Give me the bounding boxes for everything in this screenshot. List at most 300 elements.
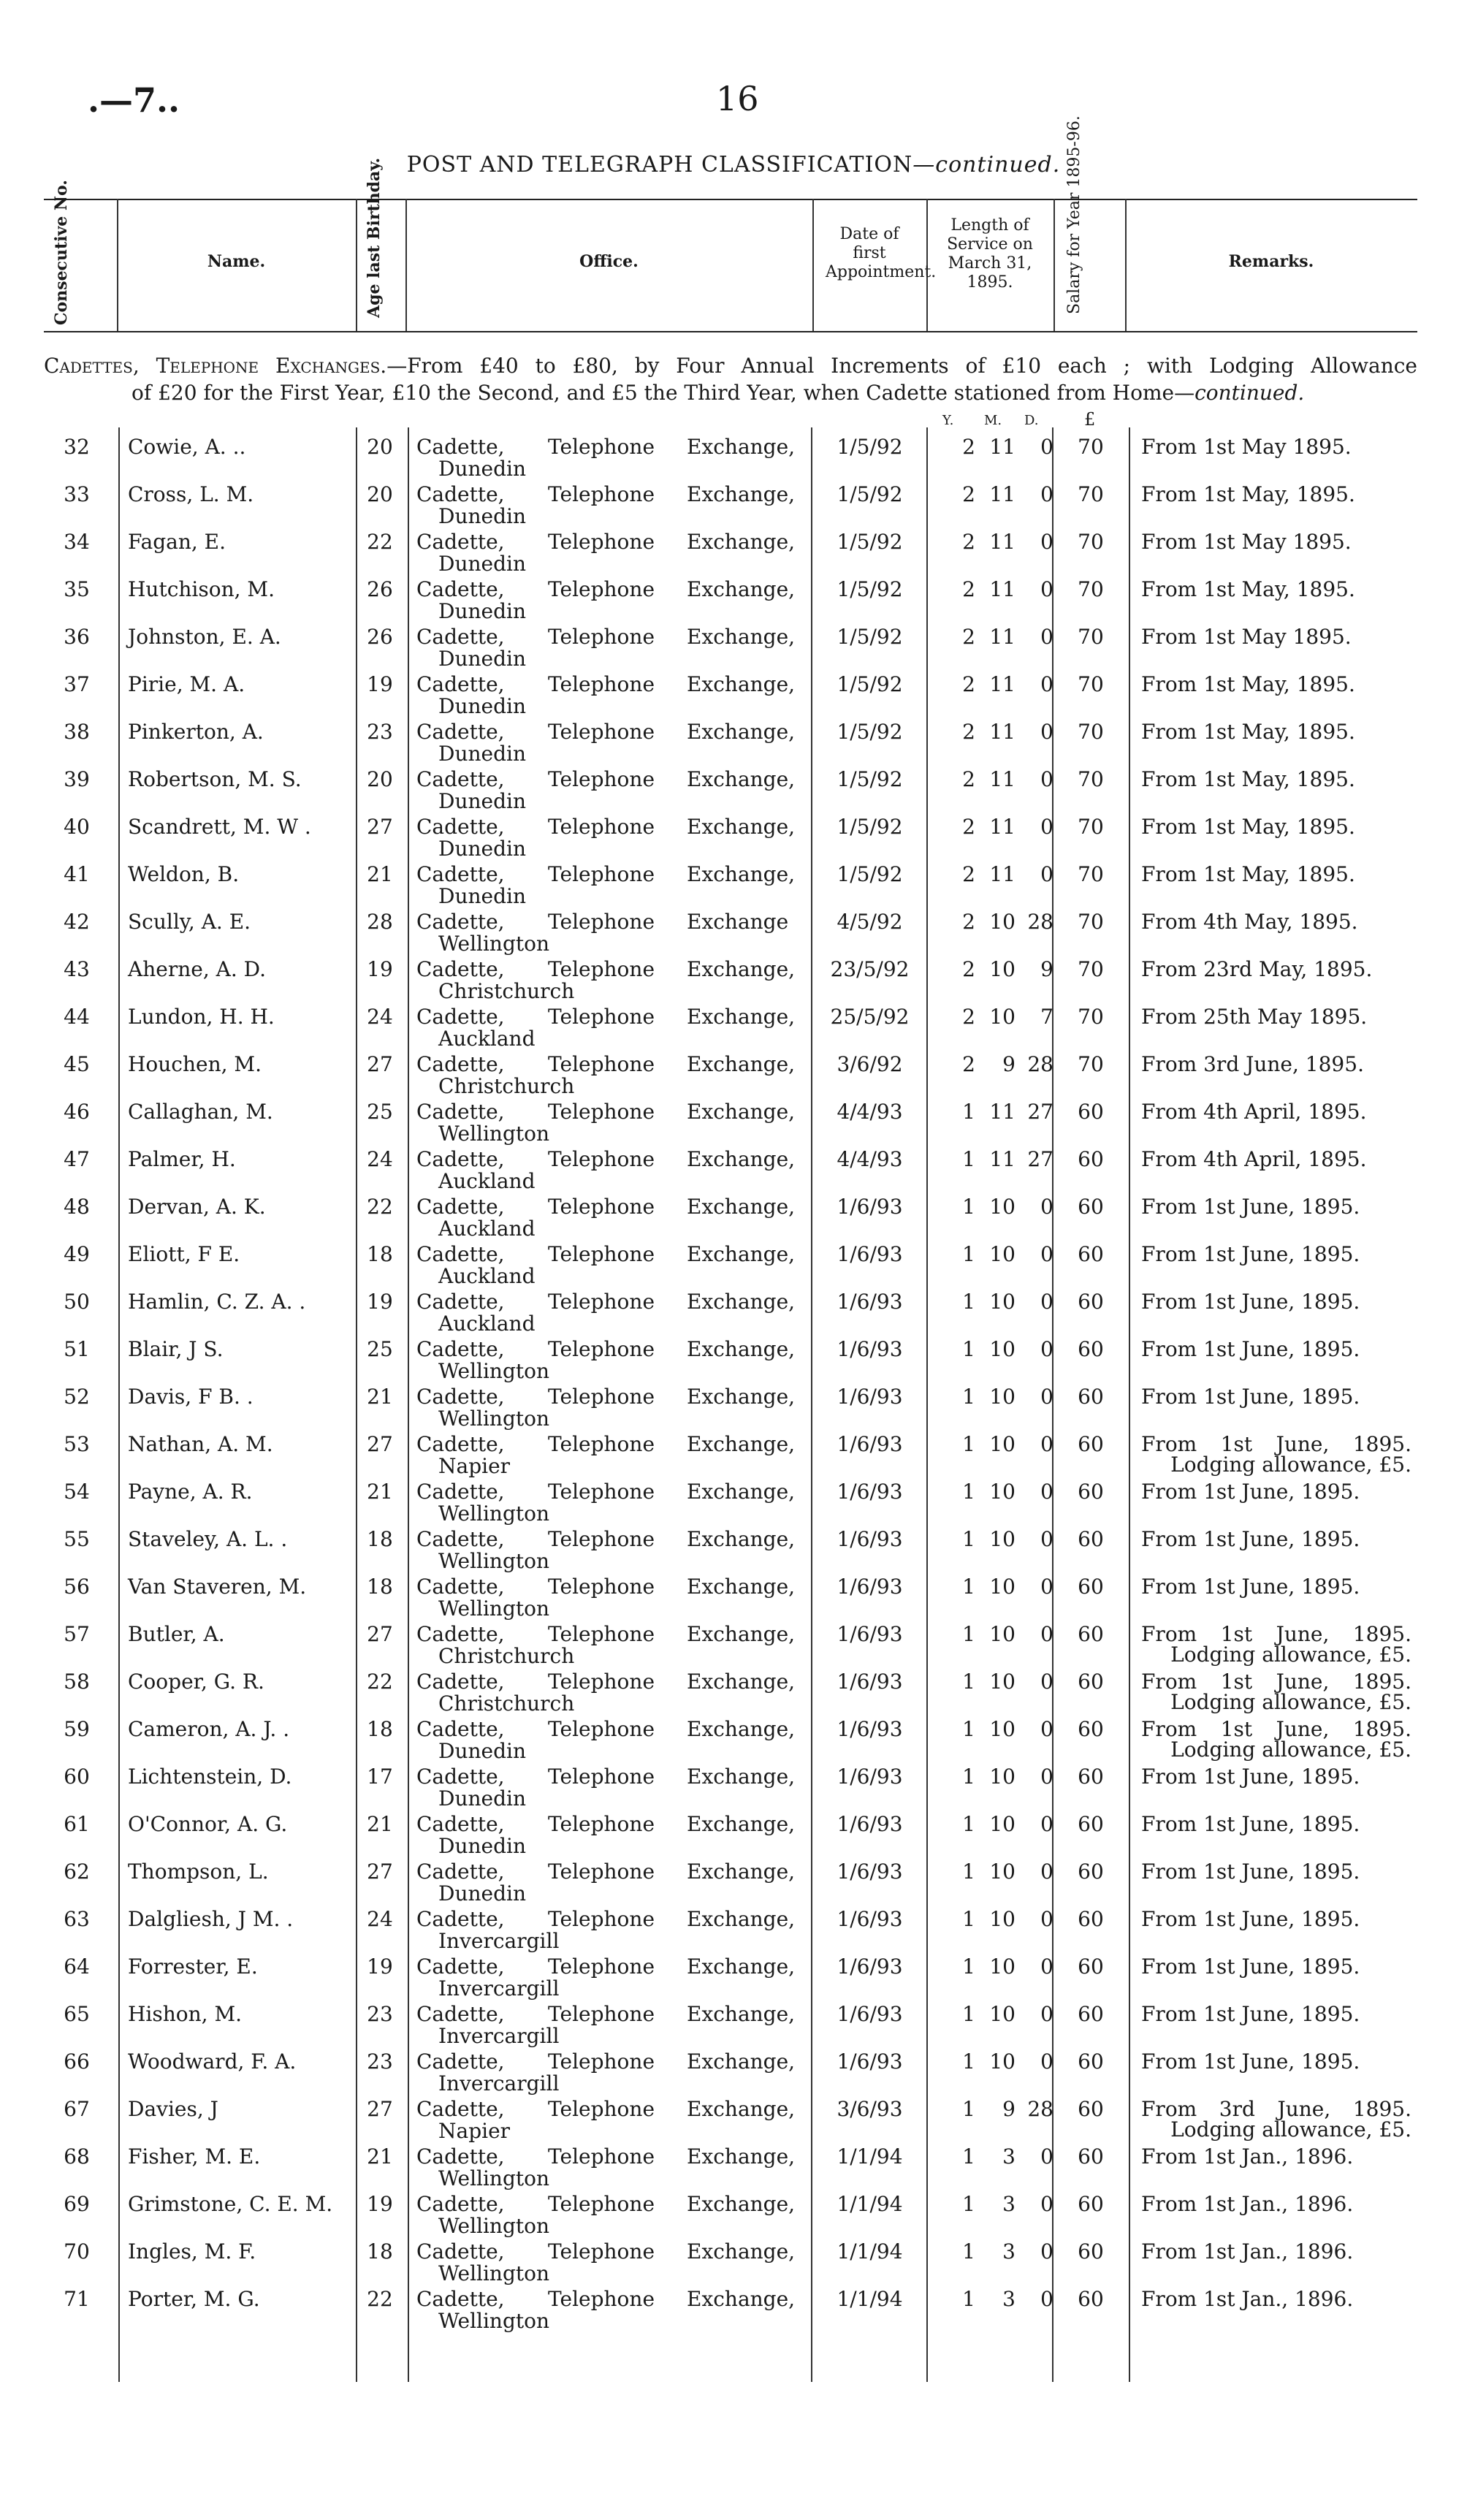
row-name: Fagan, E. [128, 530, 226, 554]
row-name: Hishon, M. [128, 2002, 243, 2026]
row-date: 4/4/93 [837, 1147, 903, 1171]
row-date: 1/6/93 [837, 2002, 903, 2026]
row-age: 20 [367, 435, 393, 459]
row-number: 33 [64, 482, 90, 506]
section-line1-text: —From £40 to £80, by Four Annual Increments of £10 each ; with Lodging Allowance [386, 354, 1418, 378]
row-date: 1/5/92 [837, 435, 903, 459]
header-name: Name. [207, 252, 266, 271]
row-name: Pinkerton, A. [128, 720, 264, 744]
row-remark: From 1st May, 1895. [1141, 720, 1355, 744]
row-age: 27 [367, 1622, 393, 1646]
row-office-role: Cadette, [416, 767, 505, 791]
row-office-exchange: Exchange, [687, 1575, 796, 1599]
row-name: Forrester, E. [128, 1954, 258, 1979]
row-days: 0 [1040, 2049, 1053, 2074]
row-days: 7 [1040, 1005, 1053, 1029]
table-row [0, 1662, 1467, 1716]
row-number: 46 [64, 1100, 90, 1124]
row-days: 0 [1040, 2239, 1053, 2264]
row-age: 21 [367, 1812, 393, 1836]
row-name: Callaghan, M. [128, 1100, 273, 1124]
row-age: 23 [367, 2049, 393, 2074]
row-salary: 60 [1078, 2192, 1104, 2216]
row-office-telephone: Telephone [548, 625, 655, 649]
row-remark: From 1st June, 1895. [1141, 1859, 1360, 1884]
row-office-city: Wellington [438, 932, 550, 956]
row-salary: 60 [1078, 1812, 1104, 1836]
row-office-telephone: Telephone [548, 1432, 655, 1456]
row-office-city: Auckland [438, 1264, 536, 1288]
table-row [0, 427, 1467, 481]
row-office-exchange: Exchange, [687, 1859, 796, 1884]
row-salary: 60 [1078, 1337, 1104, 1361]
row-office-telephone: Telephone [548, 2239, 655, 2264]
row-name: Johnston, E. A. [128, 625, 281, 649]
row-days: 9 [1040, 957, 1053, 981]
row-years: 2 [962, 625, 975, 649]
row-office-role: Cadette, [416, 435, 505, 459]
row-name: Dalgliesh, J M. . [128, 1907, 294, 1931]
row-remark: From 23rd May, 1895. [1141, 957, 1373, 981]
row-months: 10 [989, 1907, 1016, 1931]
row-office-role: Cadette, [416, 1907, 505, 1931]
row-office-exchange: Exchange, [687, 1385, 796, 1409]
row-office-city: Dunedin [438, 1739, 526, 1763]
row-number: 62 [64, 1859, 90, 1884]
row-years: 1 [962, 2049, 975, 2074]
row-office-role: Cadette, [416, 1385, 505, 1409]
row-office-telephone: Telephone [548, 482, 655, 506]
row-office-exchange: Exchange, [687, 1290, 796, 1314]
row-age: 22 [367, 1195, 393, 1219]
row-number: 53 [64, 1432, 90, 1456]
row-years: 1 [962, 1717, 975, 1741]
row-months: 10 [989, 1622, 1016, 1646]
row-office-role: Cadette, [416, 2097, 505, 2121]
row-days: 0 [1040, 862, 1053, 886]
row-days: 0 [1040, 1765, 1053, 1789]
row-date: 1/1/94 [837, 2287, 903, 2311]
row-office-telephone: Telephone [548, 1954, 655, 1979]
row-office-telephone: Telephone [548, 1385, 655, 1409]
row-number: 52 [64, 1385, 90, 1409]
row-name: Scandrett, M. W . [128, 815, 311, 839]
row-salary: 70 [1078, 767, 1104, 791]
row-years: 1 [962, 1290, 975, 1314]
row-number: 50 [64, 1290, 90, 1314]
row-months: 11 [989, 815, 1016, 839]
row-age: 25 [367, 1337, 393, 1361]
table-row [0, 2042, 1467, 2095]
table-row [0, 1852, 1467, 1906]
row-office-city: Wellington [438, 2261, 550, 2285]
table-row [0, 902, 1467, 956]
row-months: 11 [989, 435, 1016, 459]
row-office-role: Cadette, [416, 482, 505, 506]
row-number: 44 [64, 1005, 90, 1029]
row-office-role: Cadette, [416, 1100, 505, 1124]
row-years: 1 [962, 1622, 975, 1646]
row-age: 27 [367, 815, 393, 839]
row-age: 26 [367, 625, 393, 649]
row-days: 28 [1027, 1052, 1053, 1076]
row-office-role: Cadette, [416, 1195, 505, 1219]
table-row [0, 807, 1467, 861]
row-date: 25/5/92 [830, 1005, 910, 1029]
row-years: 1 [962, 2192, 975, 2216]
row-number: 54 [64, 1480, 90, 1504]
row-number: 51 [64, 1337, 90, 1361]
section-heading [44, 352, 1417, 406]
row-office-role: Cadette, [416, 1432, 505, 1456]
unit-years: Y. [942, 413, 954, 428]
row-number: 65 [64, 2002, 90, 2026]
row-months: 10 [989, 1670, 1016, 1694]
row-months: 10 [989, 1290, 1016, 1314]
row-months: 10 [989, 1242, 1016, 1266]
row-date: 1/6/93 [837, 1765, 903, 1789]
row-number: 58 [64, 1670, 90, 1694]
row-office-role: Cadette, [416, 577, 505, 601]
row-date: 1/6/93 [837, 1812, 903, 1836]
row-name: Dervan, A. K. [128, 1195, 266, 1219]
table-row [0, 1710, 1467, 1763]
row-office-city: Dunedin [438, 837, 526, 861]
row-office-role: Cadette, [416, 2049, 505, 2074]
row-months: 10 [989, 2002, 1016, 2026]
row-office-telephone: Telephone [548, 1290, 655, 1314]
row-name: Scully, A. E. [128, 910, 251, 934]
row-years: 2 [962, 1052, 975, 1076]
row-age: 21 [367, 2144, 393, 2169]
row-office-city: Wellington [438, 2309, 550, 2333]
row-years: 1 [962, 1954, 975, 1979]
row-name: Weldon, B. [128, 862, 240, 886]
table-row [0, 2185, 1467, 2238]
row-age: 19 [367, 1954, 393, 1979]
row-office-exchange: Exchange, [687, 767, 796, 791]
row-remark: From 1st Jan., 1896. [1141, 2192, 1354, 2216]
row-name: Houchen, M. [128, 1052, 262, 1076]
row-remark: From 1st June, 1895. [1141, 1670, 1411, 1694]
row-months: 10 [989, 1005, 1016, 1029]
section-line2-text: of £20 for the First Year, £10 the Second, and £5 the Third Year, when Cadette stationed from Home— [132, 381, 1195, 405]
row-number: 68 [64, 2144, 90, 2169]
row-age: 21 [367, 1480, 393, 1504]
table-row [0, 1995, 1467, 2048]
row-office-exchange: Exchange, [687, 530, 796, 554]
row-office-role: Cadette, [416, 1052, 505, 1076]
row-date: 1/6/93 [837, 1907, 903, 1931]
row-office-city: Napier [438, 2119, 511, 2143]
row-salary: 60 [1078, 1100, 1104, 1124]
row-remark: From 1st June, 1895. [1141, 1622, 1411, 1646]
row-office-exchange: Exchange, [687, 1907, 796, 1931]
row-name: Butler, A. [128, 1622, 225, 1646]
row-remark-extra: Lodging allowance, £5. [1170, 1737, 1411, 1762]
row-years: 1 [962, 1480, 975, 1504]
row-date: 3/6/93 [837, 2097, 903, 2121]
row-office-role: Cadette, [416, 815, 505, 839]
row-number: 64 [64, 1954, 90, 1979]
row-years: 1 [962, 1432, 975, 1456]
row-number: 56 [64, 1575, 90, 1599]
table-row [0, 1472, 1467, 1526]
table-row [0, 1947, 1467, 2001]
row-name: Woodward, F. A. [128, 2049, 297, 2074]
table-row [0, 950, 1467, 1003]
row-office-telephone: Telephone [548, 1622, 655, 1646]
row-office-telephone: Telephone [548, 2097, 655, 2121]
row-office-telephone: Telephone [548, 435, 655, 459]
row-age: 28 [367, 910, 393, 934]
row-age: 24 [367, 1907, 393, 1931]
row-age: 20 [367, 482, 393, 506]
row-name: Payne, A. R. [128, 1480, 253, 1504]
header-salary: Salary for Year 1895-96. [1065, 115, 1083, 314]
row-name: Ingles, M. F. [128, 2239, 256, 2264]
row-date: 1/6/93 [837, 1622, 903, 1646]
row-salary: 70 [1078, 435, 1104, 459]
row-salary: 60 [1078, 1765, 1104, 1789]
row-office-exchange: Exchange, [687, 672, 796, 696]
row-remark: From 1st June, 1895. [1141, 1337, 1360, 1361]
row-days: 0 [1040, 1575, 1053, 1599]
row-office-role: Cadette, [416, 2144, 505, 2169]
row-remark: From 1st May, 1895. [1141, 672, 1355, 696]
row-office-role: Cadette, [416, 862, 505, 886]
row-years: 1 [962, 1575, 975, 1599]
row-name: Davies, J [128, 2097, 218, 2121]
row-age: 19 [367, 2192, 393, 2216]
row-office-city: Christchurch [438, 1691, 575, 1716]
row-office-city: Dunedin [438, 742, 526, 766]
row-date: 1/5/92 [837, 720, 903, 744]
row-months: 9 [1002, 2097, 1016, 2121]
table-row [0, 475, 1467, 528]
header-top-rule [44, 199, 1417, 200]
header-consecutive: Consecutive No. [52, 180, 71, 325]
row-office-exchange: Exchange, [687, 815, 796, 839]
row-salary: 70 [1078, 1052, 1104, 1076]
row-days: 0 [1040, 2287, 1053, 2311]
row-name: Fisher, M. E. [128, 2144, 261, 2169]
row-months: 3 [1002, 2192, 1016, 2216]
row-date: 1/6/93 [837, 1385, 903, 1409]
row-years: 1 [962, 1527, 975, 1551]
row-years: 1 [962, 1812, 975, 1836]
header-remarks: Remarks. [1228, 252, 1314, 271]
row-office-city: Auckland [438, 1312, 536, 1336]
row-office-role: Cadette, [416, 2192, 505, 2216]
row-office-exchange: Exchange, [687, 1100, 796, 1124]
row-office-city: Wellington [438, 1406, 550, 1431]
row-age: 27 [367, 1859, 393, 1884]
row-remark: From 4th April, 1895. [1141, 1147, 1367, 1171]
row-days: 0 [1040, 1954, 1053, 1979]
row-remark: From 1st June, 1895. [1141, 1575, 1360, 1599]
row-office-role: Cadette, [416, 1005, 505, 1029]
row-salary: 60 [1078, 1859, 1104, 1884]
row-date: 23/5/92 [830, 957, 910, 981]
row-days: 0 [1040, 1622, 1053, 1646]
row-days: 0 [1040, 1859, 1053, 1884]
row-office-city: Dunedin [438, 1881, 526, 1906]
row-days: 0 [1040, 1385, 1053, 1409]
row-remark: From 1st May, 1895. [1141, 862, 1355, 886]
row-years: 1 [962, 2097, 975, 2121]
row-office-city: Auckland [438, 1169, 536, 1193]
row-days: 0 [1040, 1480, 1053, 1504]
header-length: Length of Service on March 31, 1895. [947, 216, 1033, 292]
row-years: 1 [962, 1859, 975, 1884]
row-number: 60 [64, 1765, 90, 1789]
row-days: 0 [1040, 2144, 1053, 2169]
row-office-role: Cadette, [416, 1812, 505, 1836]
row-name: Palmer, H. [128, 1147, 236, 1171]
row-salary: 70 [1078, 530, 1104, 554]
row-date: 1/5/92 [837, 577, 903, 601]
row-number: 34 [64, 530, 90, 554]
title-main: POST AND TELEGRAPH CLASSIFICATION [406, 152, 913, 178]
row-office-telephone: Telephone [548, 1575, 655, 1599]
row-office-telephone: Telephone [548, 1337, 655, 1361]
row-age: 17 [367, 1765, 393, 1789]
row-office-city: Wellington [438, 1359, 550, 1383]
row-office-exchange: Exchange, [687, 1622, 796, 1646]
row-months: 10 [989, 1432, 1016, 1456]
corner-mark: .—7.. [88, 80, 180, 120]
row-office-exchange: Exchange [687, 910, 789, 934]
row-name: Grimstone, C. E. M. [128, 2192, 333, 2216]
row-office-telephone: Telephone [548, 1717, 655, 1741]
row-remark: From 1st June, 1895. [1141, 2049, 1360, 2074]
row-date: 1/6/93 [837, 1432, 903, 1456]
row-years: 2 [962, 1005, 975, 1029]
row-office-exchange: Exchange, [687, 1717, 796, 1741]
row-office-telephone: Telephone [548, 2192, 655, 2216]
row-name: Lundon, H. H. [128, 1005, 275, 1029]
row-office-telephone: Telephone [548, 530, 655, 554]
row-name: Staveley, A. L. . [128, 1527, 288, 1551]
row-date: 1/5/92 [837, 815, 903, 839]
row-months: 11 [989, 720, 1016, 744]
row-salary: 60 [1078, 1432, 1104, 1456]
row-date: 1/5/92 [837, 672, 903, 696]
row-months: 10 [989, 957, 1016, 981]
row-number: 45 [64, 1052, 90, 1076]
row-number: 42 [64, 910, 90, 934]
row-years: 1 [962, 2144, 975, 2169]
row-days: 0 [1040, 1670, 1053, 1694]
row-office-telephone: Telephone [548, 1195, 655, 1219]
row-remark: From 1st Jan., 1896. [1141, 2239, 1354, 2264]
col-divider [356, 199, 357, 331]
row-office-telephone: Telephone [548, 1859, 655, 1884]
row-office-telephone: Telephone [548, 1480, 655, 1504]
row-office-telephone: Telephone [548, 720, 655, 744]
row-office-exchange: Exchange, [687, 1432, 796, 1456]
row-remark: From 1st Jan., 1896. [1141, 2144, 1354, 2169]
row-office-city: Wellington [438, 1549, 550, 1573]
row-remark: From 1st May, 1895. [1141, 482, 1355, 506]
row-office-telephone: Telephone [548, 1005, 655, 1029]
row-days: 0 [1040, 1812, 1053, 1836]
row-days: 0 [1040, 815, 1053, 839]
row-office-exchange: Exchange, [687, 2287, 796, 2311]
table-row [0, 1377, 1467, 1431]
row-date: 1/6/93 [837, 1859, 903, 1884]
row-salary: 60 [1078, 2287, 1104, 2311]
table-row [0, 760, 1467, 813]
row-remark: From 1st Jan., 1896. [1141, 2287, 1354, 2311]
row-salary: 60 [1078, 2002, 1104, 2026]
row-office-city: Dunedin [438, 599, 526, 623]
row-years: 2 [962, 862, 975, 886]
row-days: 0 [1040, 1242, 1053, 1266]
row-days: 0 [1040, 1195, 1053, 1219]
row-number: 35 [64, 577, 90, 601]
row-office-exchange: Exchange, [687, 957, 796, 981]
row-age: 18 [367, 1242, 393, 1266]
row-date: 1/5/92 [837, 625, 903, 649]
header-office: Office. [579, 252, 639, 271]
row-name: Cameron, A. J. . [128, 1717, 290, 1741]
row-remark: From 1st June, 1895. [1141, 1765, 1360, 1789]
row-remark-extra: Lodging allowance, £5. [1170, 1642, 1411, 1667]
row-salary: 60 [1078, 2239, 1104, 2264]
section-title: Cadettes, Telephone Exchanges. [44, 354, 387, 378]
row-office-city: Invercargill [438, 2071, 560, 2095]
row-remark: From 1st May, 1895. [1141, 577, 1355, 601]
row-office-role: Cadette, [416, 1954, 505, 1979]
row-office-city: Dunedin [438, 647, 526, 671]
row-years: 2 [962, 720, 975, 744]
row-office-exchange: Exchange, [687, 1954, 796, 1979]
row-months: 10 [989, 1765, 1016, 1789]
table-row [0, 1187, 1467, 1241]
row-months: 10 [989, 1575, 1016, 1599]
row-salary: 60 [1078, 1954, 1104, 1979]
row-name: Aherne, A. D. [128, 957, 266, 981]
row-months: 11 [989, 1147, 1016, 1171]
row-number: 57 [64, 1622, 90, 1646]
row-number: 70 [64, 2239, 90, 2264]
row-office-role: Cadette, [416, 1575, 505, 1599]
row-salary: 70 [1078, 1005, 1104, 1029]
row-office-exchange: Exchange, [687, 1147, 796, 1171]
table-row [0, 2090, 1467, 2143]
row-days: 0 [1040, 530, 1053, 554]
row-days: 28 [1027, 2097, 1053, 2121]
row-office-city: Invercargill [438, 2024, 560, 2048]
table-row [0, 1140, 1467, 1193]
row-age: 21 [367, 1385, 393, 1409]
row-office-city: Wellington [438, 2166, 550, 2190]
row-remark-extra: Lodging allowance, £5. [1170, 1690, 1411, 1714]
header-age: Age last Birthday. [365, 157, 384, 318]
row-years: 2 [962, 767, 975, 791]
table-row [0, 1092, 1467, 1146]
row-office-telephone: Telephone [548, 1527, 655, 1551]
table-row [0, 1567, 1467, 1621]
row-days: 0 [1040, 577, 1053, 601]
row-salary: 60 [1078, 1717, 1104, 1741]
row-office-role: Cadette, [416, 2002, 505, 2026]
row-date: 4/4/93 [837, 1100, 903, 1124]
section-text-line2 [44, 379, 1417, 406]
row-salary: 60 [1078, 2097, 1104, 2121]
